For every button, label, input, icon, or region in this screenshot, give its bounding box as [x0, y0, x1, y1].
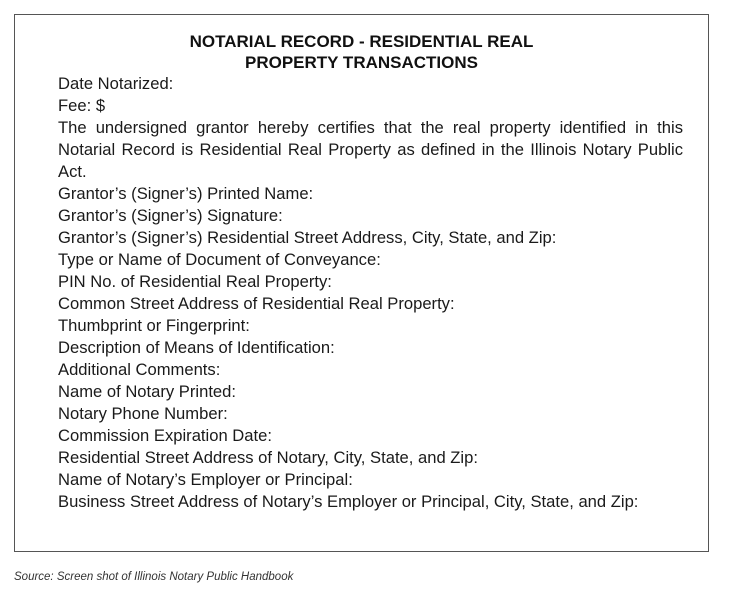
- grantor-certification-statement: The undersigned grantor hereby certifies that the real property identified in this Notarial Record is Residential Real Property as defined in the Illinois Notary Public Act.: [58, 118, 683, 181]
- field-grantor-signature: Grantor’s (Signer’s) Signature:: [58, 206, 283, 225]
- field-fee: Fee: $: [58, 96, 106, 115]
- field-notary-name: Name of Notary Printed:: [58, 382, 236, 401]
- field-thumbprint: Thumbprint or Fingerprint:: [58, 316, 250, 335]
- field-date-notarized: Date Notarized:: [58, 74, 174, 93]
- field-employer-address: Business Street Address of Notary’s Employer or Principal, City, State, and Zip:: [58, 492, 639, 511]
- field-property-address: Common Street Address of Residential Real Property:: [58, 294, 455, 313]
- field-grantor-printed-name: Grantor’s (Signer’s) Printed Name:: [58, 184, 314, 203]
- field-notary-employer: Name of Notary’s Employer or Principal:: [58, 470, 353, 489]
- record-title-line-2: PROPERTY TRANSACTIONS: [245, 53, 478, 72]
- field-additional-comments: Additional Comments:: [58, 360, 221, 379]
- field-identification-means: Description of Means of Identification:: [58, 338, 335, 357]
- record-field-list: [58, 73, 683, 513]
- record-title: [15, 31, 708, 73]
- record-title-line-1: NOTARIAL RECORD - RESIDENTIAL REAL: [189, 32, 534, 51]
- field-commission-expiration: Commission Expiration Date:: [58, 426, 272, 445]
- field-notary-phone: Notary Phone Number:: [58, 404, 228, 423]
- field-document-type: Type or Name of Document of Conveyance:: [58, 250, 381, 269]
- field-pin-number: PIN No. of Residential Real Property:: [58, 272, 332, 291]
- field-notary-address: Residential Street Address of Notary, City, State, and Zip:: [58, 448, 478, 467]
- notarial-record-box: [14, 14, 709, 552]
- field-grantor-address: Grantor’s (Signer’s) Residential Street Address, City, State, and Zip:: [58, 228, 557, 247]
- source-caption: Source: Screen shot of Illinois Notary Public Handbook: [14, 571, 294, 583]
